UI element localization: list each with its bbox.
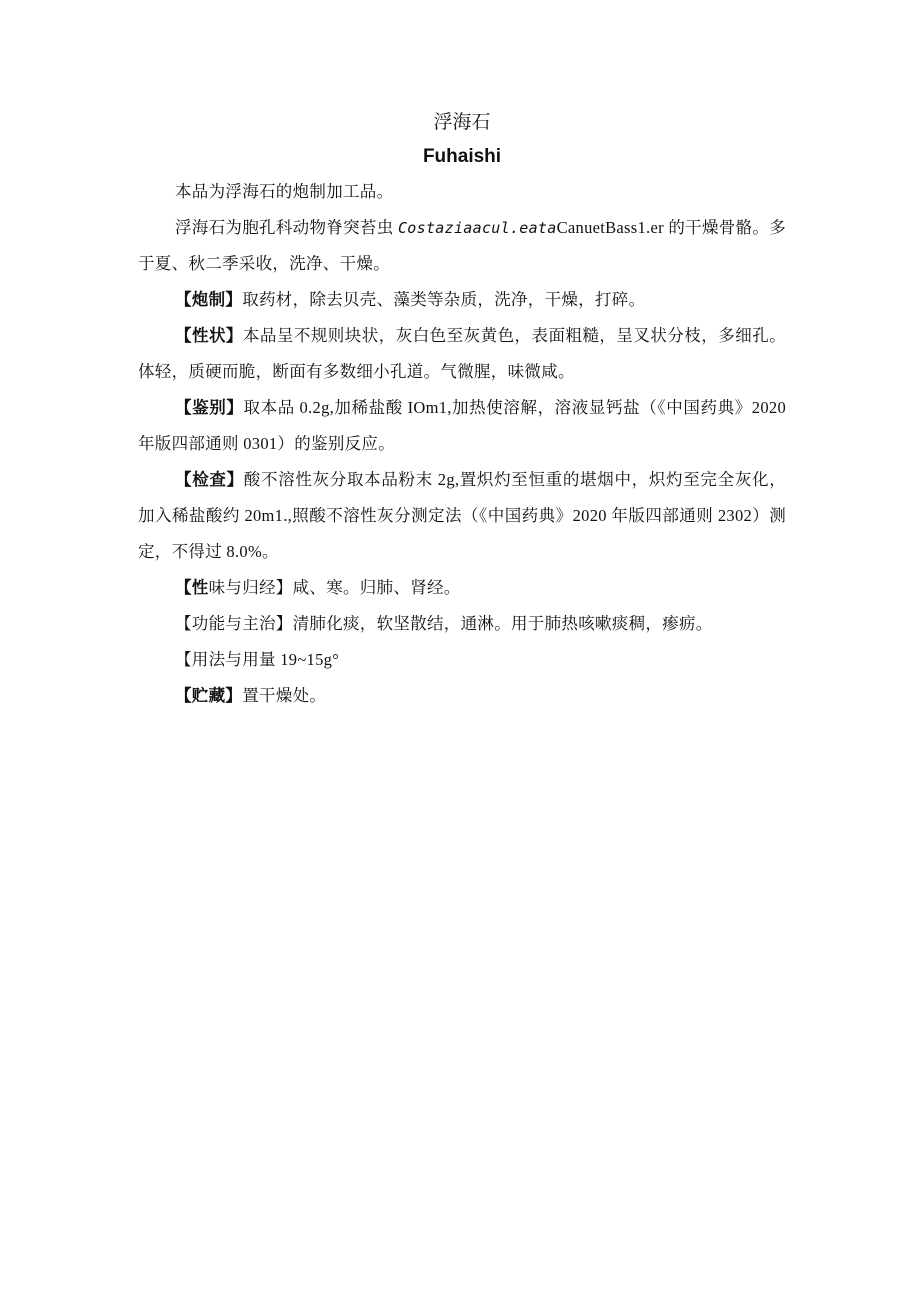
section-text: 【用法与用量 19~15g°: [175, 650, 340, 669]
section-usage-dosage: [138, 642, 786, 678]
source-prefix: 浮海石为胞孔科动物脊突苔虫: [175, 218, 398, 237]
section-examination: [138, 462, 786, 570]
section-text: 【功能与主治】清肺化痰，软坚散结，通淋。用于肺热咳嗽痰稠，瘆疬。: [175, 614, 713, 633]
section-text: 置干燥处。: [242, 686, 327, 705]
section-label: 【鉴别】: [175, 398, 244, 417]
section-identification: [138, 390, 786, 462]
source-paragraph: [138, 210, 786, 282]
latin-name-italic: Costaziaacul.eata: [397, 219, 557, 237]
section-storage: [138, 678, 786, 714]
document-title: 浮海石: [433, 112, 491, 133]
source-suffix: 的干燥骨骼。多于夏、秋二季采收，洗净、干燥。: [138, 218, 786, 273]
section-functions: [138, 606, 786, 642]
section-text: 本品呈不规则块状，灰白色至灰黄色，表面粗糙，呈叉状分枝，多细孔。体轻，质硬而脆，断面有多数细小孔道。气微腥，味微咸。: [138, 326, 787, 381]
latin-name-author: CanuetBass1.er: [556, 218, 664, 237]
document-page: [138, 110, 786, 714]
section-label: 【贮藏】: [175, 686, 243, 705]
section-label: 【检查】: [175, 470, 244, 489]
section-text: 取药材，除去贝壳、藻类等杂质，洗净，干燥，打碎。: [242, 290, 646, 309]
section-label: 【炮制】: [175, 290, 243, 309]
section-processing: [138, 282, 786, 318]
section-text: 取本品 0.2g,加稀盐酸 IOm1,加热使溶解，溶液显钙盐（《中国药典》2020 年版四部通则 0301）的鉴别反应。: [138, 398, 787, 453]
section-label: 【性状】: [175, 326, 243, 345]
section-text: 味与归经】咸、寒。归肺、肾经。: [208, 578, 461, 597]
section-label: 【性: [175, 578, 209, 597]
document-pinyin-title: Fuhaishi: [422, 146, 502, 167]
intro-paragraph: 本品为浮海石的炮制加工品。: [175, 182, 394, 201]
section-description: [138, 318, 786, 390]
section-text: 酸不溶性灰分取本品粉末 2g,置炽灼至恒重的堪烟中，炽灼至完全灰化，加入稀盐酸约 20m1.,照酸不溶性灰分测定法（《中国药典》2020 年版四部通则 2302）测定，不得过 8.0%。: [138, 470, 787, 561]
section-property-meridian: [138, 570, 786, 606]
